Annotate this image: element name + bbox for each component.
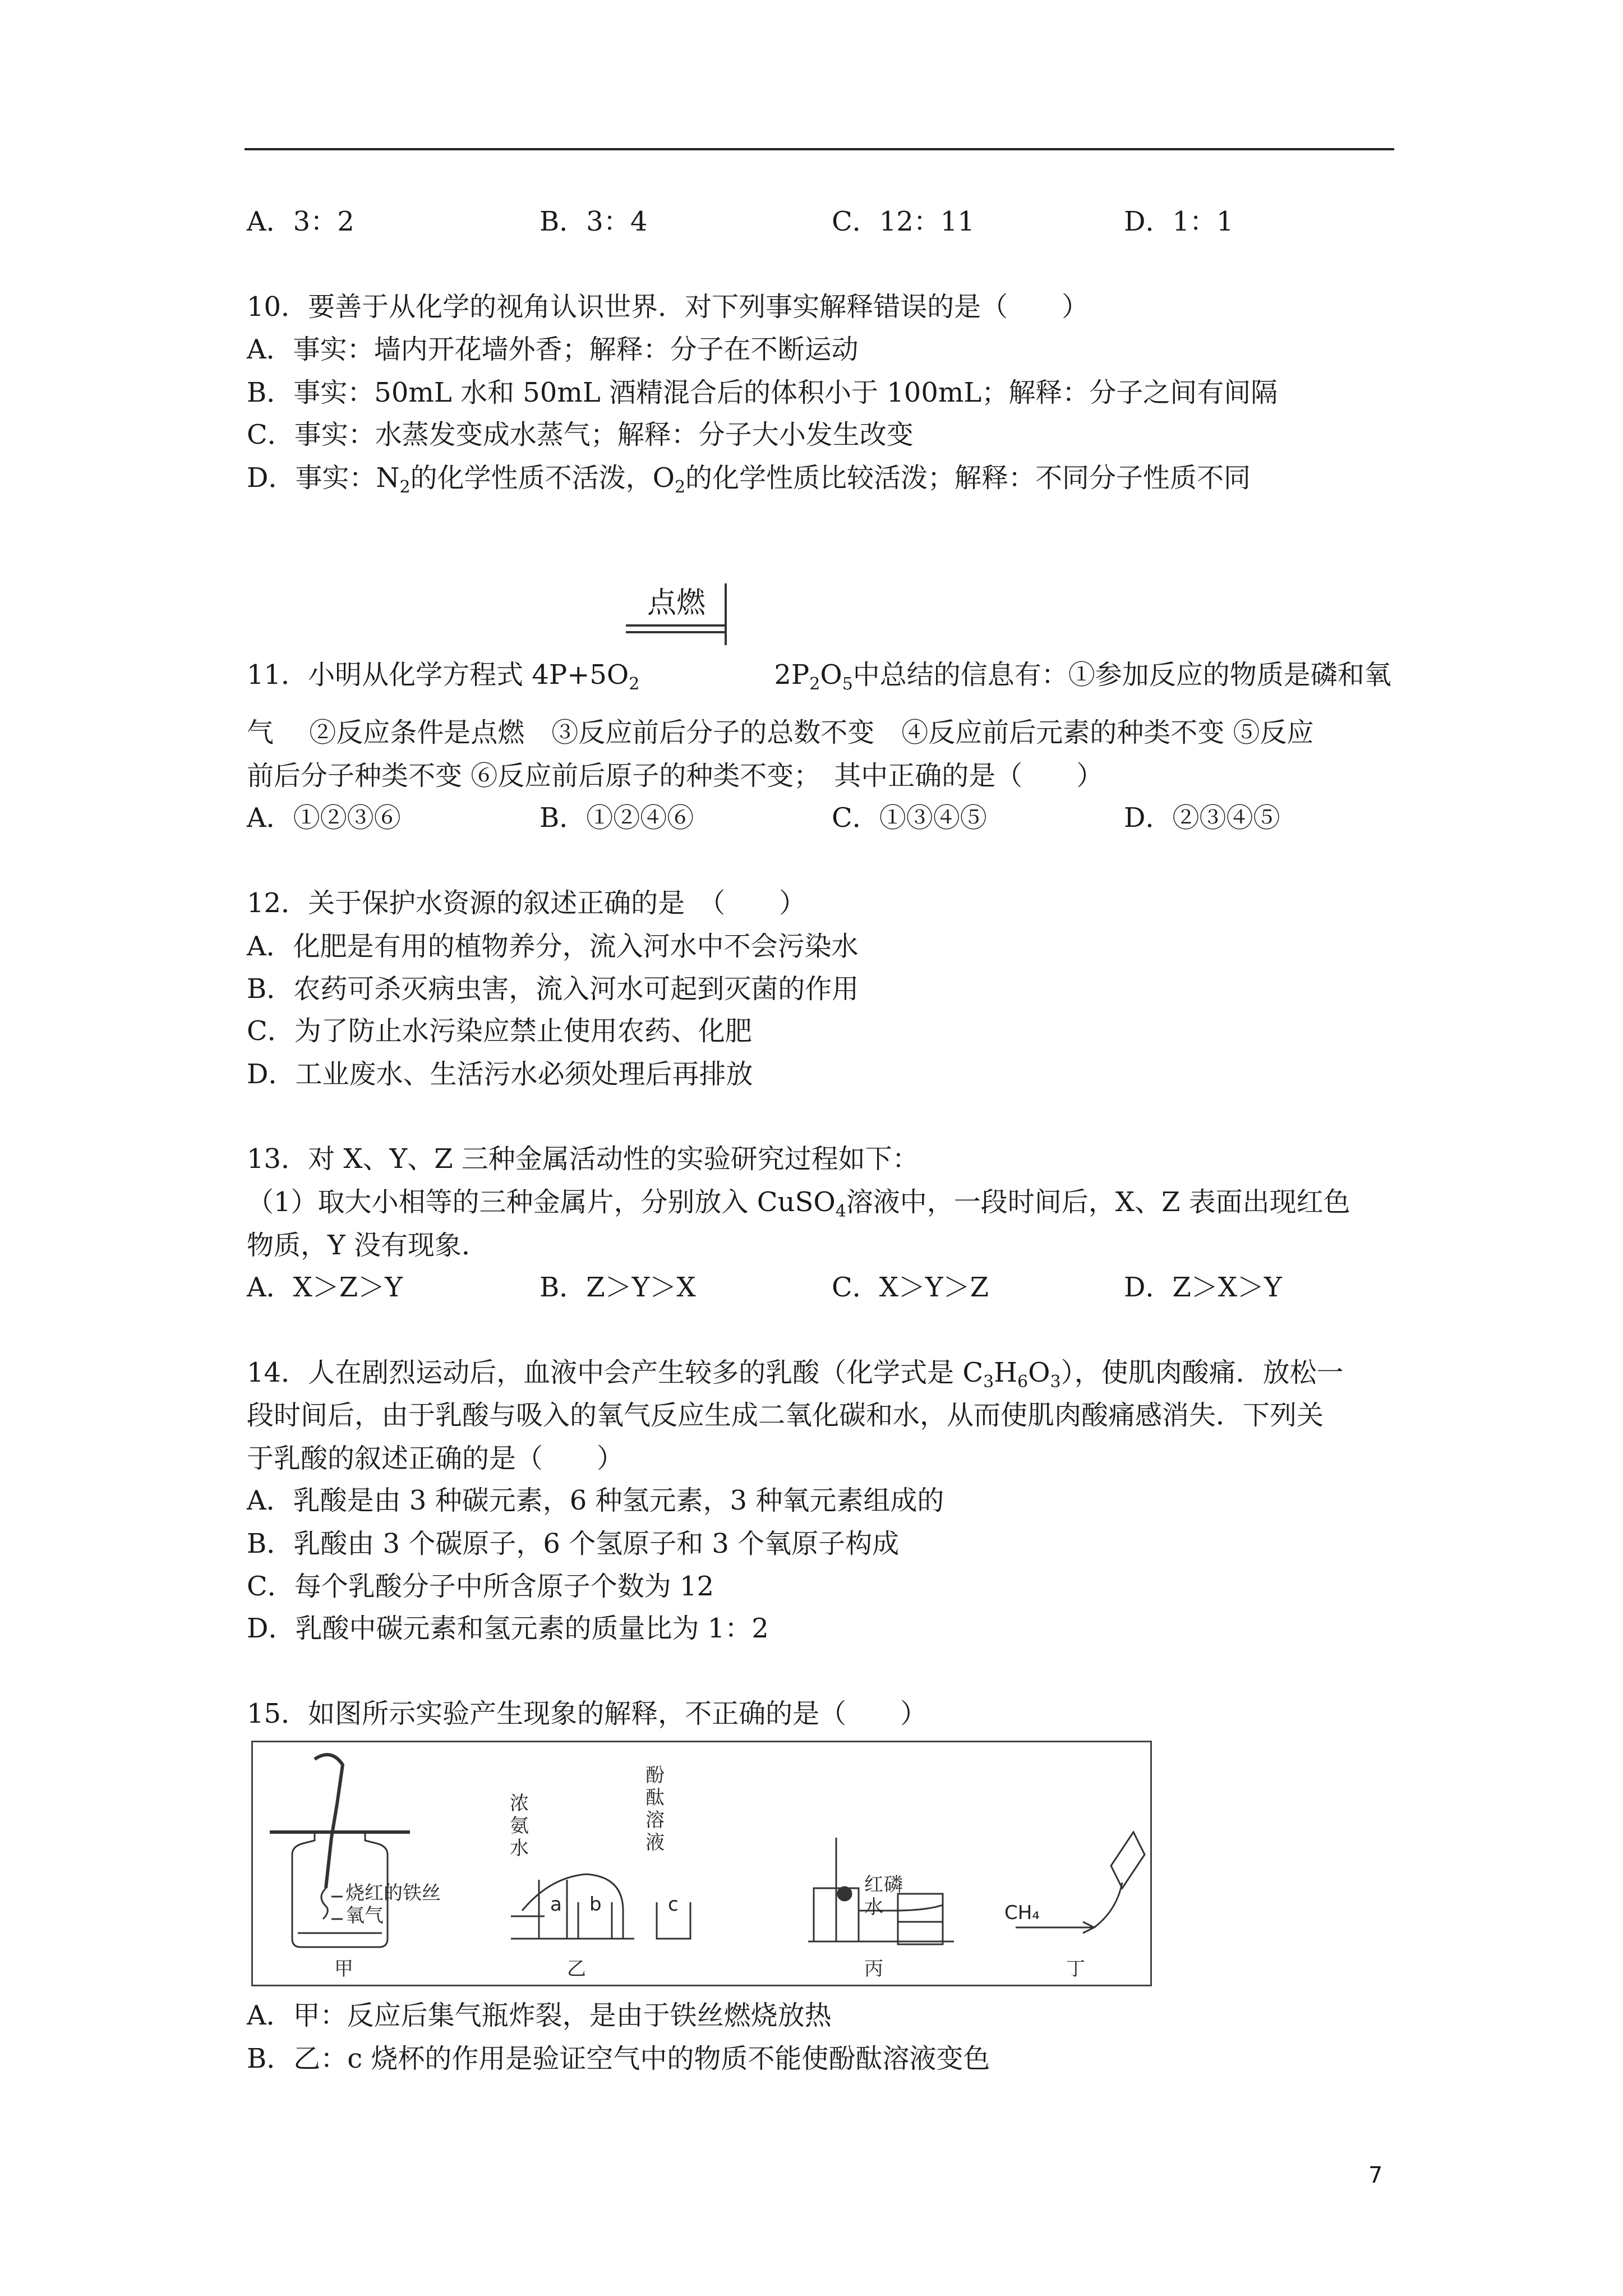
label-red-p-2: 磷 xyxy=(884,1874,903,1896)
q13-line-2: （1）取大小相等的三种金属片，分别放入 CuSO$_4$溶液中，一段时间后，X、Z 表面出现红色 xyxy=(247,1186,1350,1221)
q10-option-a: A．事实：墙内开花墙外香；解释：分子在不断运动 xyxy=(247,334,859,365)
q13-option-c: C．X＞Y＞Z xyxy=(832,1272,989,1303)
page-number: 7 xyxy=(1368,2162,1383,2188)
label-oxygen: 氧气 xyxy=(345,1904,384,1927)
q13-option-d: D．Z＞X＞Y xyxy=(1124,1272,1282,1303)
q13-option-b: B．Z＞Y＞X xyxy=(540,1272,696,1303)
q13-stem: 13．对 X、Y、Z 三种金属活动性的实验研究过程如下： xyxy=(247,1143,919,1175)
label-red-p-1: 红 xyxy=(864,1874,883,1896)
q9-option-c: C．12：11 xyxy=(832,206,975,237)
label-phenol-3: 溶 xyxy=(645,1809,665,1832)
q12-option-d: D．工业废水、生活污水必须处理后再排放 xyxy=(247,1059,753,1090)
q11-option-d: D．②③④⑤ xyxy=(1124,802,1280,834)
inverted-beaker xyxy=(1111,1832,1145,1888)
label-ch4: CH₄ xyxy=(1004,1902,1040,1924)
label-ammonia-3: 水 xyxy=(510,1837,529,1860)
label-phenol-4: 液 xyxy=(645,1832,665,1854)
label-yi: 乙 xyxy=(567,1958,586,1980)
label-beaker-a: a xyxy=(550,1893,562,1916)
q15-option-a: A．甲：反应后集气瓶炸裂，是由于铁丝燃烧放热 xyxy=(247,2000,832,2031)
header-rule xyxy=(245,148,1394,150)
q14-line-3: 于乳酸的叙述正确的是（ ） xyxy=(247,1443,624,1474)
q15-stem: 15．如图所示实验产生现象的解释，不正确的是（ ） xyxy=(247,1698,928,1729)
q12-option-c: C．为了防止水污染应禁止使用农药、化肥 xyxy=(247,1015,752,1047)
q14-option-d: D．乳酸中碳元素和氢元素的质量比为 1：2 xyxy=(247,1613,769,1644)
q10-option-c: C．事实：水蒸发变成水蒸气；解释：分子大小发生改变 xyxy=(247,419,914,450)
q11-line-3: 前后分子种类不变 ⑥反应前后原子的种类不变； 其中正确的是（ ） xyxy=(247,760,1104,792)
q9-option-a: A．3：2 xyxy=(247,206,354,237)
iron-wire xyxy=(315,1755,343,1888)
q15-option-b: B．乙：c 烧杯的作用是验证空气中的物质不能使酚酞溶液变色 xyxy=(247,2043,990,2074)
q12-option-b: B．农药可杀灭病虫害，流入河水可起到灭菌的作用 xyxy=(247,973,859,1005)
q14-option-b: B．乳酸由 3 个碳原子，6 个氢原子和 3 个氧原子构成 xyxy=(247,1528,900,1559)
q12-stem: 12．关于保护水资源的叙述正确的是 （ ） xyxy=(247,887,806,919)
q9-option-b: B．3：4 xyxy=(540,206,648,237)
q11-option-c: C．①③④⑤ xyxy=(832,802,987,834)
q12-option-a: A．化肥是有用的植物养分，流入河水中不会污染水 xyxy=(247,931,859,962)
q13-line-3: 物质，Y 没有现象． xyxy=(247,1230,488,1261)
water-beaker xyxy=(898,1894,943,1944)
reaction-condition xyxy=(626,583,727,628)
q11-option-b: B．①②④⑥ xyxy=(540,802,694,834)
q14-line-2: 段时间后，由于乳酸与吸入的氧气反应生成二氧化碳和水，从而使肌肉酸痛感消失．下列关 xyxy=(247,1400,1324,1431)
label-beaker-c: c xyxy=(668,1893,679,1916)
condition-label: 点燃 xyxy=(647,586,706,620)
experiment-figure xyxy=(251,1741,1152,1986)
q10-option-b: B．事实：50mL 水和 50mL 酒精混合后的体积小于 100mL；解释：分子之间有间隔 xyxy=(247,377,1278,408)
label-phenol-2: 酞 xyxy=(645,1787,665,1809)
q10-stem: 10．要善于从化学的视角认识世界．对下列事实解释错误的是（ ） xyxy=(247,291,1089,323)
label-jia: 甲 xyxy=(334,1958,353,1980)
label-water: 水 xyxy=(864,1896,883,1918)
q9-option-d: D．1：1 xyxy=(1124,206,1234,237)
red-phosphorus xyxy=(838,1887,851,1901)
equation-line-top xyxy=(626,624,727,627)
experiment-illustration xyxy=(253,1742,1150,1985)
label-beaker-b: b xyxy=(589,1893,602,1916)
label-bing: 丙 xyxy=(864,1958,883,1980)
label-iron-wire: 烧红的铁丝 xyxy=(345,1882,441,1904)
q10-option-d: D．事实：$N_2$的化学性质不活泼，$O_2$的化学性质比较活泼；解释：不同分子性质不同 xyxy=(247,462,1251,497)
label-phenol-1: 酚 xyxy=(645,1764,665,1787)
q14-option-a: A．乳酸是由 3 种碳元素，6 种氢元素，3 种氧元素组成的 xyxy=(247,1485,944,1516)
q11-stem: 11．小明从化学方程式 $4P+5O_2$ $2P_2O_5$中总结的信息有：①参加反应的物质是磷和氧 xyxy=(247,659,1391,694)
equation-line-bottom xyxy=(626,631,727,633)
q11-line-2: 气 ②反应条件是点燃 ③反应前后分子的总数不变 ④反应前后元素的种类不变 ⑤反应 xyxy=(247,717,1314,748)
label-ammonia-1: 浓 xyxy=(510,1792,529,1815)
q11-option-a: A．①②③⑥ xyxy=(247,802,401,834)
label-ding: 丁 xyxy=(1066,1958,1085,1980)
q14-option-c: C．每个乳酸分子中所含原子个数为 12 xyxy=(247,1571,714,1602)
equation-bracket xyxy=(725,583,727,645)
label-ammonia-2: 氨 xyxy=(510,1815,529,1837)
q14-line-1: 14．人在剧烈运动后，血液中会产生较多的乳酸（化学式是 $C_3H_6O_3$），使肌肉酸痛．放松一 xyxy=(247,1357,1344,1392)
q13-option-a: A．X＞Z＞Y xyxy=(247,1272,403,1303)
